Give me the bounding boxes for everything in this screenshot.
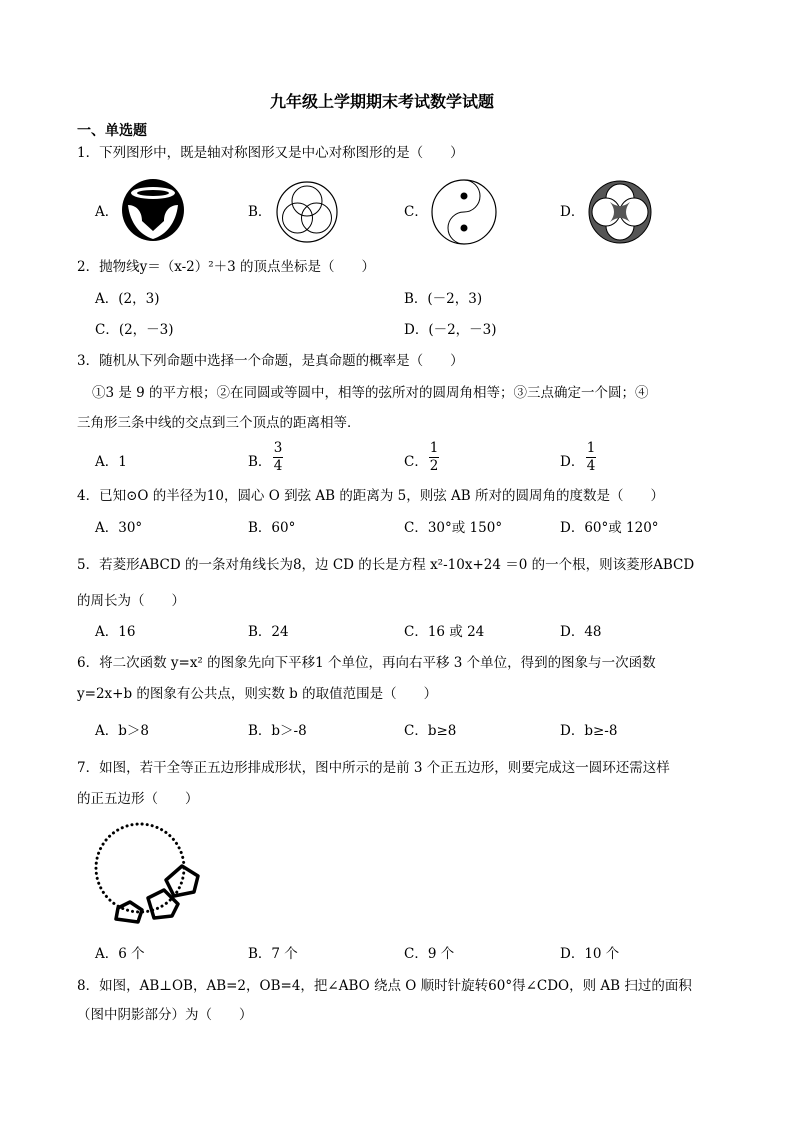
q1-option-d: D． — [560, 204, 585, 220]
q6-option-b: B．b＞-8 — [248, 723, 307, 739]
q7-option-c: C．9 个 — [404, 946, 455, 962]
q6-option-d: D．b≥-8 — [560, 723, 618, 739]
q5-option-d: D．48 — [560, 624, 602, 640]
question-3-statements-cont: 三角形三条中线的交点到三个顶点的距离相等． — [77, 415, 361, 431]
question-8-text: 8．如图，AB⊥OB，AB=2，OB=4，把∠ABO 绕点 O 顺时针旋转60°得∠CDO，则 AB 扫过的面积 — [77, 978, 692, 994]
question-3-text: 3．随机从下列命题中选择一个命题，是真命题的概率是（ ） — [77, 353, 464, 369]
q4-option-c: C．30°或 150° — [404, 520, 503, 536]
q2-option-b: B．(－2，3) — [404, 291, 483, 307]
q5-option-b: B．24 — [248, 624, 289, 640]
q7-option-d: D．10 个 — [560, 946, 620, 962]
q2-option-a: A．(2，3) — [95, 291, 160, 307]
fraction-numerator: 1 — [429, 440, 439, 456]
q3-fraction-b — [273, 441, 283, 474]
q7-option-b: B．7 个 — [248, 946, 298, 962]
question-8-text-cont: （图中阴影部分）为（ ） — [77, 1007, 253, 1023]
fraction-denominator: 4 — [586, 458, 596, 474]
question-7-text: 7．如图，若干全等正五边形排成形状，图中所示的是前 3 个正五边形，则要完成这一圆环还需这样 — [77, 760, 670, 776]
q3-option-d: D． — [560, 454, 585, 470]
q3-option-c: C． — [404, 454, 428, 470]
q3-fraction-d — [586, 441, 596, 474]
question-3-statements: ①3 是 9 的平方根；②在同圆或等圆中，相等的弦所对的圆周角相等；③三点确定一个圆；④ — [92, 385, 649, 401]
question-2-text: 2．抛物线y＝（x-2）²＋3 的顶点坐标是（ ） — [77, 259, 376, 275]
question-5-text-cont: 的周长为（ ） — [77, 593, 185, 609]
q4-option-a: A．30° — [95, 520, 143, 536]
q3-option-b: B． — [248, 454, 272, 470]
four-petal-flower-icon — [588, 180, 652, 244]
three-circles-icon — [275, 180, 339, 244]
fraction-numerator: 1 — [586, 440, 596, 456]
question-6-text: 6．将二次函数 y=x² 的图象先向下平移1 个单位，再向右平移 3 个单位，得到的图象与一次函数 — [77, 655, 656, 671]
question-7-text-cont: 的正五边形（ ） — [77, 791, 199, 807]
question-6-text-cont: y=2x+b 的图象有公共点，则实数 b 的取值范围是（ ） — [77, 686, 438, 702]
q1-option-a: A． — [95, 204, 119, 220]
q2-option-c: C．(2，－3) — [95, 322, 174, 338]
badge-logo-icon — [120, 177, 186, 243]
q3-option-a: A．1 — [95, 454, 127, 470]
q5-option-c: C．16 或 24 — [404, 624, 485, 640]
fraction-numerator: 3 — [273, 440, 283, 456]
q7-option-a: A．6 个 — [95, 946, 145, 962]
q3-fraction-c — [429, 441, 439, 474]
q1-option-c: C． — [404, 204, 428, 220]
q1-option-b: B． — [248, 204, 272, 220]
q4-option-b: B．60° — [248, 520, 296, 536]
fraction-denominator: 4 — [273, 458, 283, 474]
question-1-text: 1．下列图形中，既是轴对称图形又是中心对称图形的是（ ） — [77, 145, 464, 161]
fraction-denominator: 2 — [429, 458, 439, 474]
question-4-text: 4．已知⊙O 的半径为10，圆心 O 到弦 AB 的距离为 5，则弦 AB 所对的圆周角的度数是（ ） — [77, 488, 664, 504]
question-5-text: 5．若菱形ABCD 的一条对角线长为8，边 CD 的长是方程 x²-10x+24 ＝0 的一个根，则该菱形ABCD — [77, 557, 695, 573]
q5-option-a: A．16 — [95, 624, 136, 640]
yin-yang-icon — [430, 178, 498, 246]
page-title: 九年级上学期期末考试数学试题 — [270, 92, 495, 111]
q6-option-c: C．b≥8 — [404, 723, 457, 739]
q2-option-d: D．(－2，－3) — [404, 322, 497, 338]
pentagon-ring-figure — [88, 818, 208, 930]
q4-option-d: D．60°或 120° — [560, 520, 659, 536]
q6-option-a: A．b＞8 — [95, 723, 149, 739]
section-heading: 一、单选题 — [77, 123, 147, 139]
